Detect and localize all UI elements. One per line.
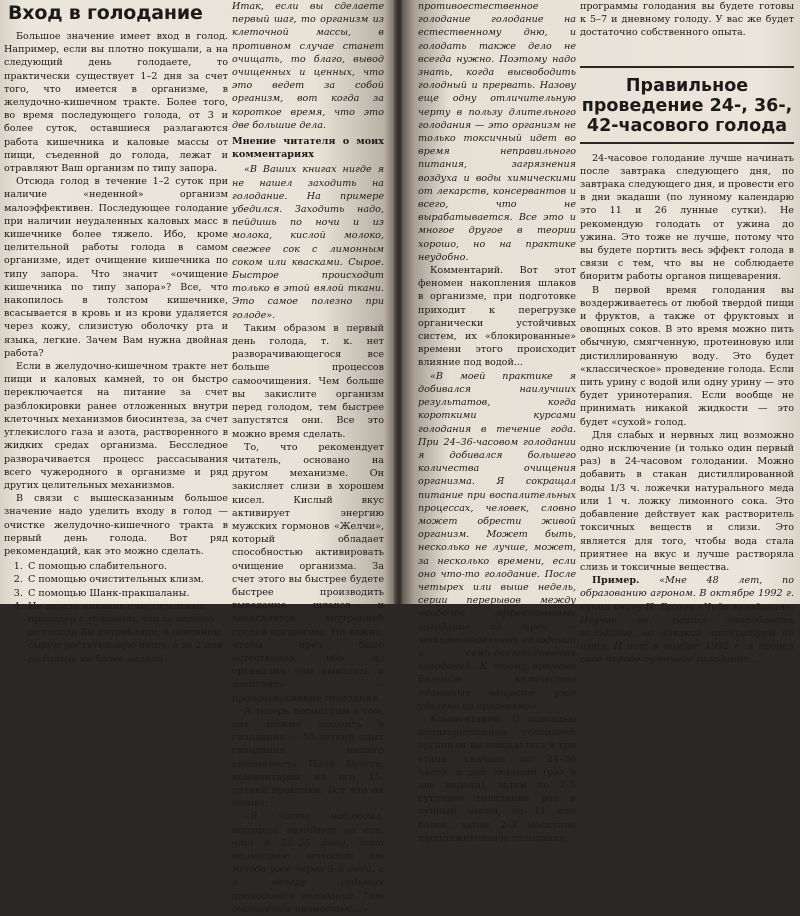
- list-item: 3. С помощью Шанк-пракшаланы.: [26, 587, 228, 600]
- section-heading-entry: Вход в голодание: [8, 2, 203, 24]
- paragraph: программы голодания вы будете готовы к 5–7 и дневному голоду. У вас же будет достаточно собственного опыта.: [580, 1, 794, 39]
- divider: [580, 66, 794, 68]
- paragraph: В первой время голодания вы воздерживаетесь от любой твердой пищи и фруктов, а также от фруктовых и овощных соков. В это время можно пить обычную, смягченную, протеиновую или дистиллированную воду. Это будет «классическое» проведение голода. Если пить урину с водой или одну урину — это будет уринотерапия. Если вообще не принимать никакой жидкости — это будет «сухой» голод.: [580, 284, 794, 428]
- left-page-column-2: [232, 0, 384, 916]
- paragraph: Если в желудочно-кишечном тракте нет пищи и каловых камней, то он быстро переключается на питание за счет разблокировки ранее отложенных внутри клеточных механизмов биосинтеза, за счет углекислого газа и азота, растворенного в жидких средах организма. Бесследное разворачивается процесс рассасывания всего чужеродного в организме и ряд других целительных механизмов.: [4, 361, 228, 491]
- paragraph: Для слабых и нервных лиц возможно одно исключение (и только один первый раз) в 24-часовом голодании. Можно добавить в стакан дистиллированной воды 1/3 ч. ложечки натурального меда или 1 ч. ложку лимонного сока. Это добавление действует как растворитель токсичных веществ и слизи. Это является для того, чтобы вода стала приятнее на вкус и лучше растворяла слизь и токсичные вещества.: [580, 429, 794, 573]
- list-item: 1. С помощью слабительного.: [26, 560, 228, 573]
- reader-opinion-subheading: Мнение читателя о моих комментариях: [232, 136, 384, 161]
- paragraph: В связи с вышесказанным большое значение надо уделить входу в голод — очистке желудочно-кишечного тракта в первый день голода. Вот ряд рекомендаций, как это можно сделать.: [4, 493, 228, 557]
- paragraph: Комментарий. Вот этот феномен накопления шлаков в организме, при подготовке приходит к перегрузке органически устойчивых систем, их «блокированные» времени этого происходит влияние под водой...: [418, 265, 576, 369]
- left-page-column-1: [4, 0, 228, 666]
- right-page-column-1: [418, 0, 576, 845]
- right-page: [402, 0, 800, 844]
- divider: [580, 142, 794, 144]
- paragraph: То, что рекомендует читатель, основано на другом механизме. Он закисляет слизи в хорошем кисел. Кислый вкус активирует энергию мужских гормонов «Желчи», который обладает способностью активировать очищение организма. За счет этого вы быстрее будете быстрее производить выведение шлаков и закисляется внутренней средой организма. Но важно, чтобы пред было естественно, ибо из организма чем выводить и закислить — пролонгирование голодания.: [232, 441, 384, 704]
- paragraph: Комментарий. С помощью предварительных голоданий организм вы очищаетесь в три этапа: сначала по 24–36 часов, в дни экадаши (раз в две недели), затем по 2–5 суточное голодание раз в лунный месяц, по 11 или более, затем 2–3 месячное продолжительное голодание.: [418, 713, 576, 844]
- paragraph: А теперь посмотрим о том, как можно заходить в голодание — 50-летний опыт голодания нашего специалиста Поля Брэгга, комментарии из его 15-летней практики. Вот что он пишет:: [232, 705, 384, 810]
- recommendation-list: [4, 560, 228, 666]
- paragraph: противоестественное голодание голодание на естественному дню, и голодать также дело не всегда нужно. Поэтому надо знать, когда высвободить голодный и прервать. Назову еще одну отличительную черту в пользу длительного голодания — это организм не только токсичный идет во время неправильного питания, загрязнения воздуха и воды химическими от лекарств, консервантов и всего, что не вырабатывается. Все это и многое другое в теории хорошо, но на практике неудобно.: [418, 1, 576, 263]
- example-text: «Мне 48 лет, по образованию агроном. В октябре 1992 г. купил книгу П. Брэгга «Чудо голодания». Изучив ее, решил попробовать голодание, но никакой литературы не имел. И вот в ноябре 1992 г. я провел свое первое суточное голодание...: [580, 575, 794, 666]
- section-heading-fasting: Правильное проведение 24-, 36-, 42-часового голода: [581, 75, 793, 136]
- paragraph: Отсюда голод в течение 1–2 суток при наличие «неденной» организм малоэффективен. Последующее голодание при наличии неудаленных каловых масс в кишечнике более тяжело. Ибо, кроме целительной работы голода в самом организме, идет очищение кишечника по типу запора. Что значит «очищение кишечника по типу запора»? Все, что накопилось в толстом кишечнике, всасывается в кровь и из крови удаляется через кожу, слизистую оболочку рта и языка, легкие. Зачем Вам нужна двойная работа?: [4, 176, 228, 359]
- paragraph: Большое значение имеет вход в голод. Например, если вы плотно покушали, а на следующий день голодаете, то практически существует 1–2 дня за счет того, что имеется в организме, в желудочно-кишечном тракте. Более того, во время последующего голода, от 3 и более суток, оставшиеся разлагаются работа кишечника и каловые массы от пищи, съеденной до голода, лежат и отравляют Ваш организм по типу запора.: [4, 31, 228, 175]
- paragraph: 24-часовое голодание лучше начинать после завтрака следующего дня, по завтрака следующего дня, и провести его в дни экадаши (по лунному календарю это 11 и 26 лунные сутки). Не рекомендую голодать от ужина до ужина. Это тоже не лучше, потому что вы будете портить весь эффект голода в связи с тем, что вы не соблюдаете биоритм работы органов пищеварения.: [580, 152, 794, 283]
- paragraph: Итак, если вы сделаете первый шаг, то организм из клеточной массы, в противном случае станет очищать, то благо, вывод очищенных и ценных, что это ведет за собой организм, вот когда за короткое время, что это две большие дела.: [232, 1, 384, 131]
- list-item: 2. С помощью очистительных клизм.: [26, 573, 228, 586]
- left-page: [0, 0, 396, 915]
- reader-quote: «В Ваших книгах нигде я не нашел заходить на голодание. На примере убедился. Заходить надо, пейдишь по ночи и из молока, кислой молоко, свежее сок с лимонным соком или квасками. Сырое. Быстрое происходит только в этой вялой ткани. Это самое полезно при голоде».: [232, 164, 384, 321]
- bragg-quote: «В моей практике я добивался наилучших результатов, когда короткими курсами голодания в течение года. При 24–36-часовом голодании я добивался большего количества очищения организма. Я сокращал питание при воспалительных процессах, человек, словно может обрести живой организм. Может быть, несколько не лучше, может, за несколько времени, если оно что-то голодание. После четырех или выше недель, серии перерывов между наиболее эффективными голодание из трех — четырехнедельных голоданий и семи-десятидневных голоданий. К этому времени большое количество ядовитых веществ уже удалено из организма».: [418, 370, 576, 712]
- list-item: 4. Не делать никаких очистительных процедур с условием, что за неделю до голода Вы потребляли, в основном, сырую растительную пищу, а за 2 дня до голода не более недели.: [26, 600, 228, 666]
- example-label: Пример.: [592, 575, 640, 587]
- example-paragraph: [580, 574, 794, 666]
- paragraph: Таким образом в первый день голода, т. к. нет разворачивающегося все больше процессов самоочищения. Чем больше вы закислите организм перед голодом, тем быстрее запустятся они. Все это можно время сделать.: [232, 322, 384, 440]
- bragg-quote: «Я часто наблюдал, который голодает на сок, что в 21–25 дней, тот полностью отходит от голода уже через 3–5 дней, а к вечеру седьмых приходится голодание. Тот очищается полностью...»: [232, 811, 384, 915]
- right-page-column-2: [580, 0, 794, 667]
